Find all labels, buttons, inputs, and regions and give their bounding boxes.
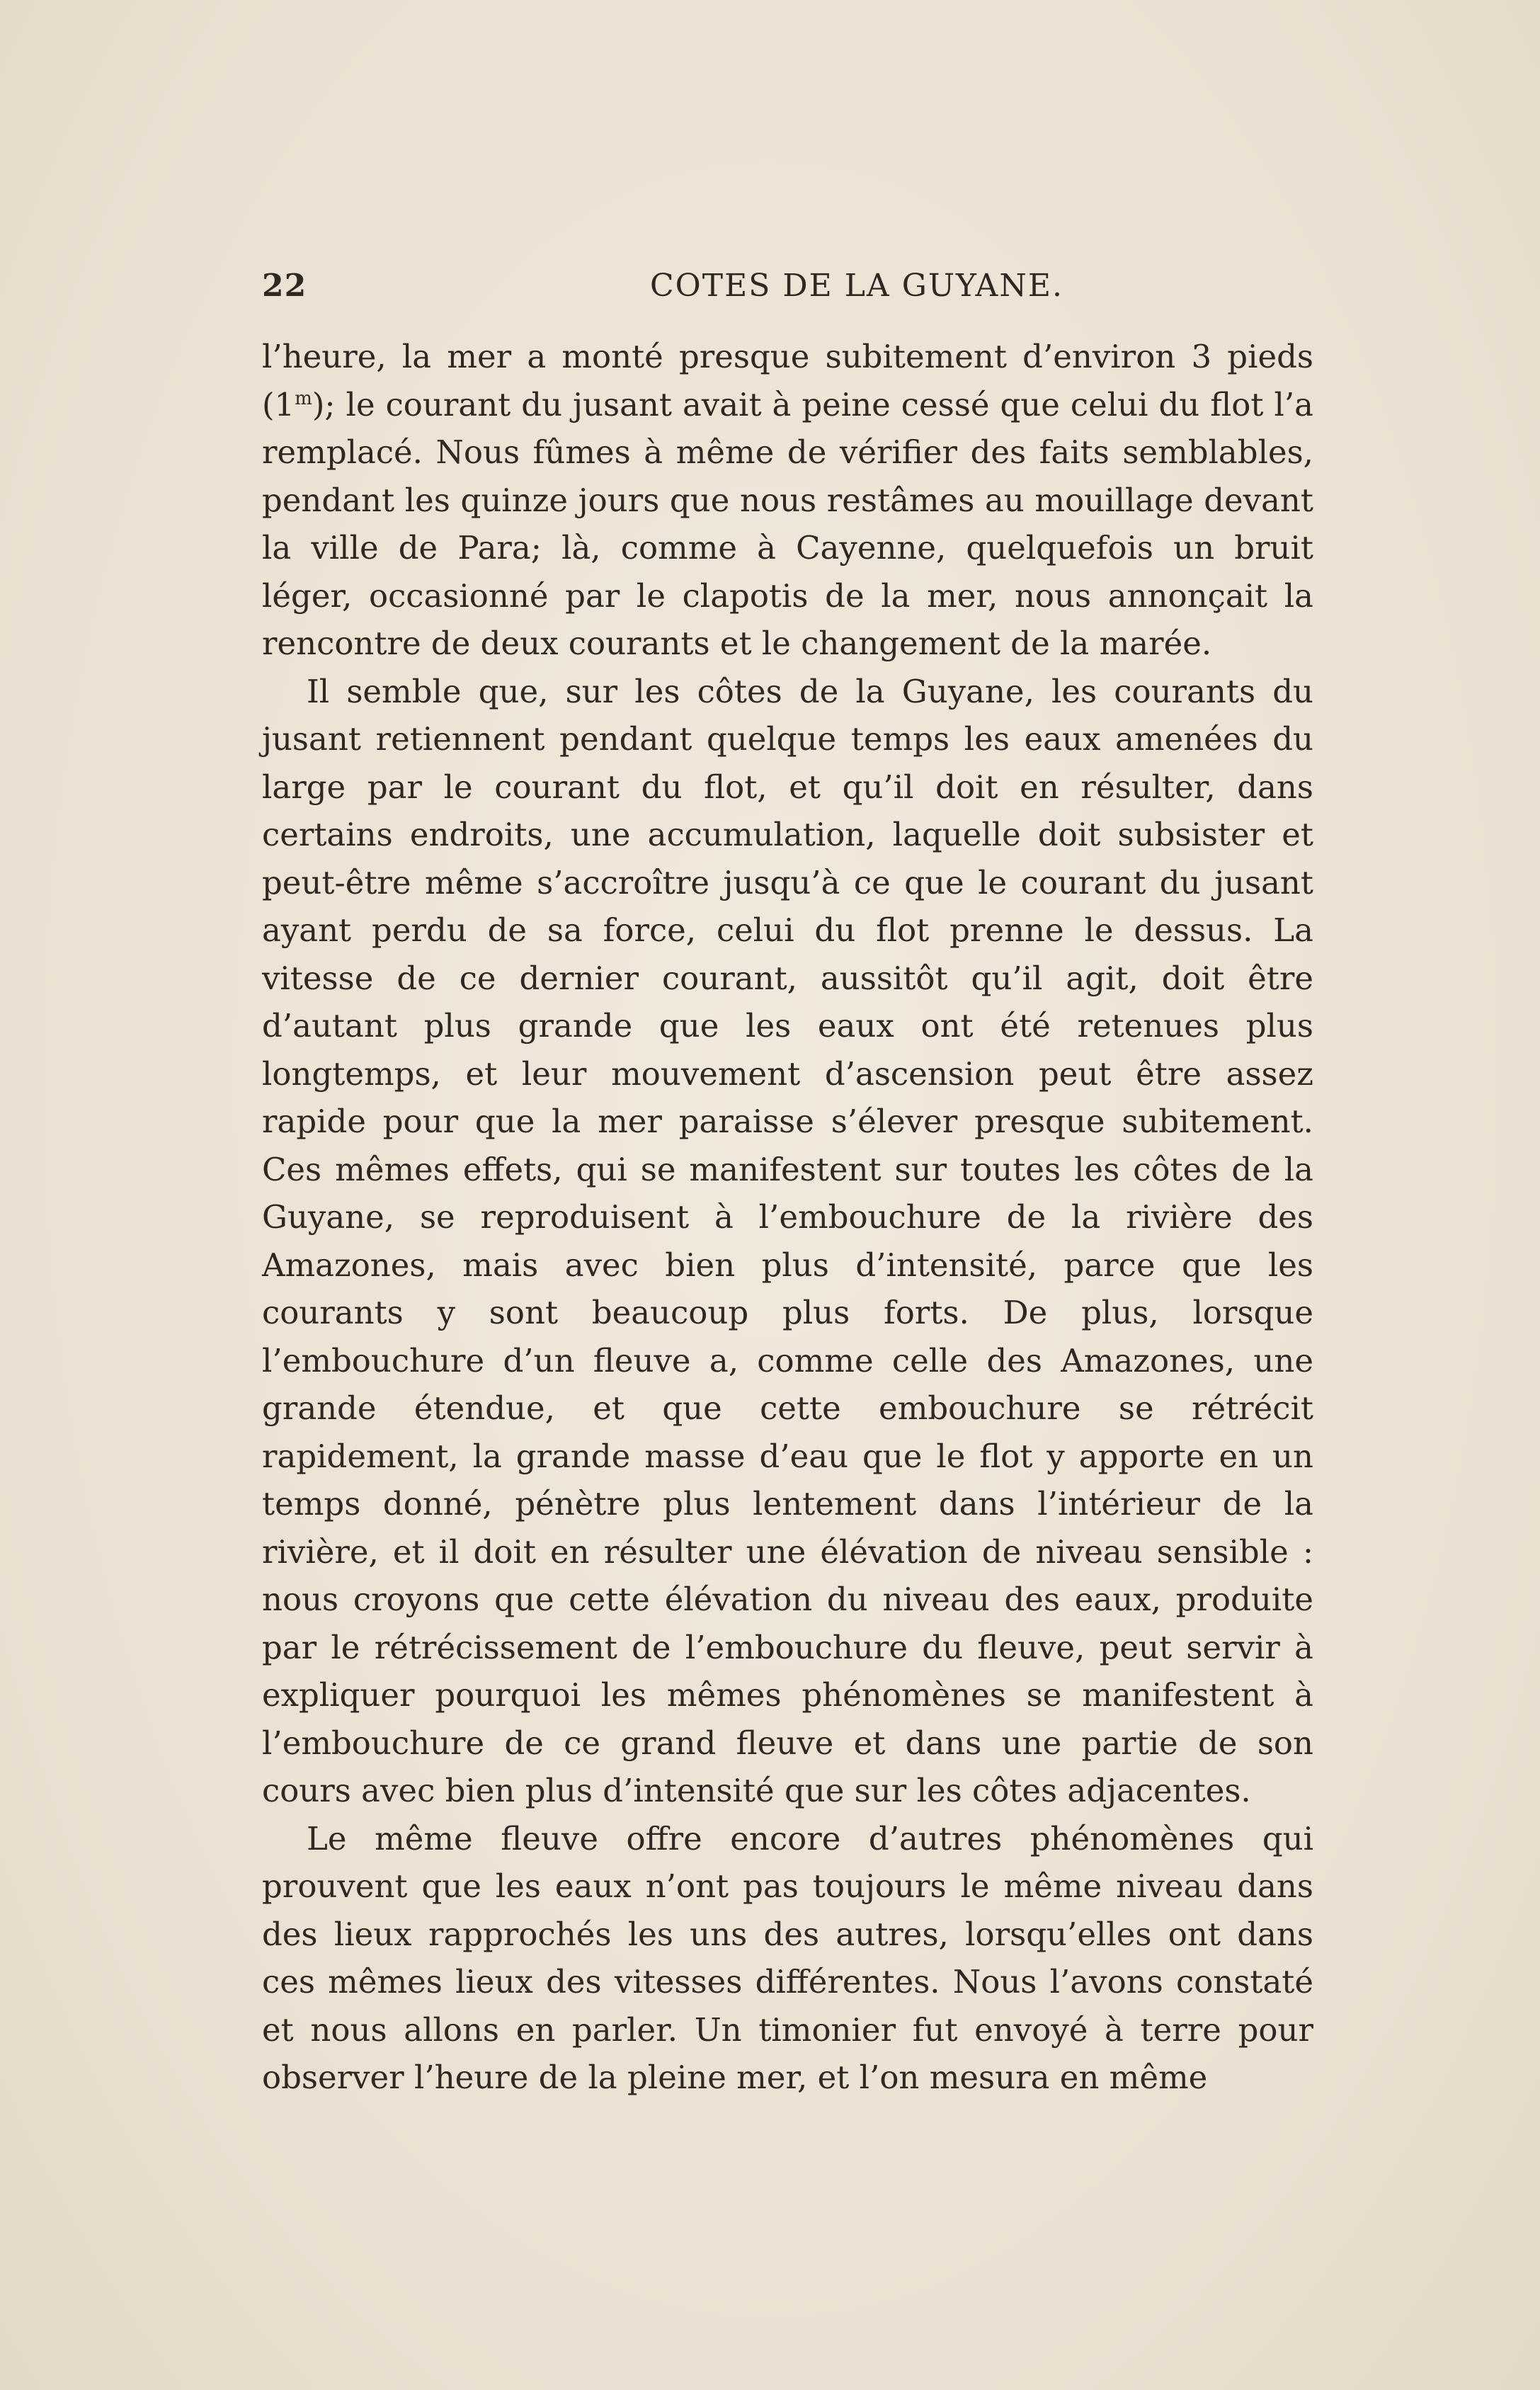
running-title: COTES DE LA GUYANE. (650, 268, 1063, 304)
footnote-unit-superscript: m (295, 387, 312, 409)
paragraph-1-text-end: ); le courant du jusant avait à peine cessé que celui du flot l’a remplacé. Nous fûmes à même de vérifier des faits semblables, pendant les quinze jours que nous restâmes au mouillage devant la ville de Para; là, comme à Cayenne, quelquefois un bruit léger, occasionné par le clapotis de la mer, nous annonçait la rencontre de deux courants et le changement de la marée. (262, 385, 1313, 662)
page-header (262, 268, 1313, 317)
paragraph-2: Il semble que, sur les côtes de la Guyane, les courants du jusant retiennent pendant quelque temps les eaux amenées du large par le courant du flot, et qu’il doit en résulter, dans certains endroits, une accumulation, laquelle doit subsister et peut-être même s’accroître jusqu’à ce que le courant du jusant ayant perdu de sa force, celui du flot prenne le dessus. La vitesse de ce dernier courant, aussitôt qu’il agit, doit être d’autant plus grande que les eaux ont été retenues plus longtemps, et leur mouvement d’ascension peut être assez rapide pour que la mer paraisse s’élever presque subitement. Ces mêmes effets, qui se manifestent sur toutes les côtes de la Guyane, se reproduisent à l’embouchure de la rivière des Amazones, mais avec bien plus d’intensité, parce que les courants y sont beaucoup plus forts. De plus, lorsque l’embouchure d’un fleuve a, comme celle des Amazones, une grande étendue, et que cette embouchure se rétrécit rapidement, la grande masse d’eau que le flot y apporte en un temps donné, pénètre plus lentement dans l’intérieur de la rivière, et il doit en résulter une élévation de niveau sensible : nous croyons que cette élévation du niveau des eaux, produite par le rétrécissement de l’embouchure du fleuve, peut servir à expliquer pourquoi les mêmes phénomènes se manifestent à l’embouchure de ce grand fleuve et dans une partie de son cours avec bien plus d’intensité que sur les côtes adjacentes. (262, 672, 1313, 1809)
paragraph-1-text-start: l’heure, la mer a monté presque subitement d’environ 3 pieds (1 (262, 338, 1313, 423)
paragraph-3: Le même fleuve offre encore d’autres phénomènes qui prouvent que les eaux n’ont pas toujours le même niveau dans des lieux rapprochés les uns des autres, lorsqu’elles ont dans ces mêmes lieux des vitesses différentes. Nous l’avons constaté et nous allons en parler. Un timonier fut envoyé à terre pour observer l’heure de la pleine mer, et l’on mesura en même (262, 1819, 1313, 2096)
body-text (262, 333, 1313, 2102)
paragraph-1 (262, 333, 1313, 668)
page-number: 22 (262, 268, 307, 304)
